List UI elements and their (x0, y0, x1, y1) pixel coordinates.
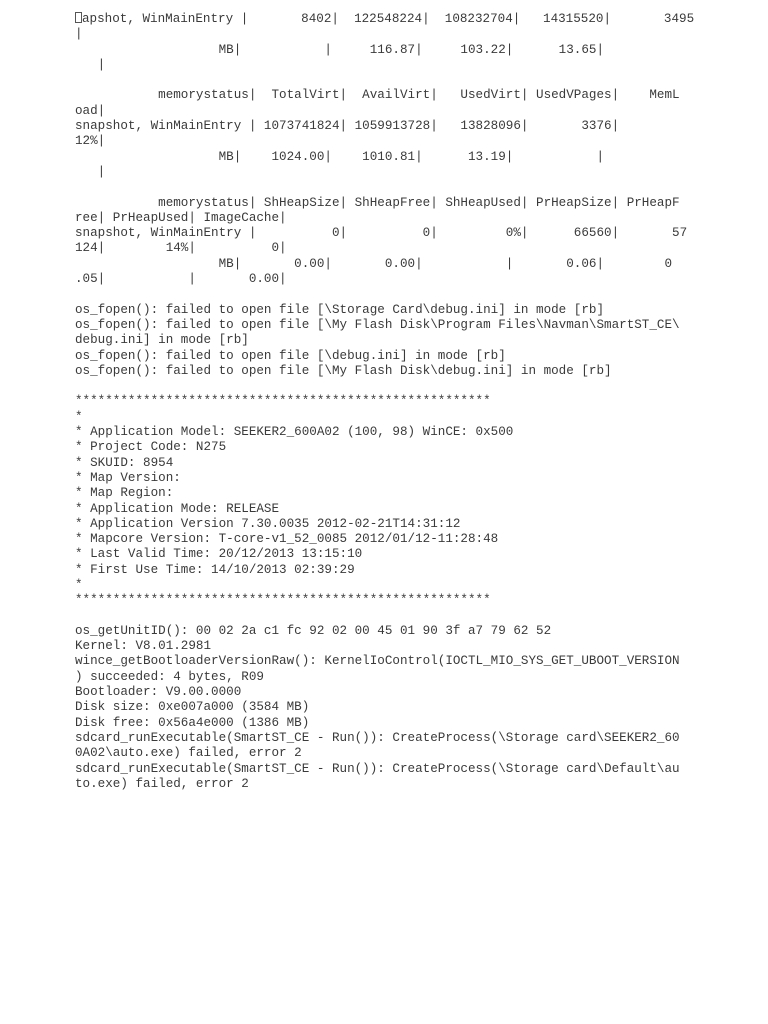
log-line-24: os_fopen(): failed to open file [\My Flash Disk\debug.ini] in mode [rb] (75, 363, 612, 378)
log-line-19 (75, 287, 715, 302)
log-line-21: os_fopen(): failed to open file [\My Flash Disk\Program Files\Navman\SmartST_CE\ (75, 317, 680, 332)
log-line-25 (75, 379, 715, 394)
log-document (75, 12, 715, 792)
log-line-35: * Mapcore Version: T-core-v1_52_0085 2012/01/12-11:28:48 (75, 532, 499, 547)
log-line-17: MB| 0.00| 0.00| | 0.06| 0 (75, 256, 673, 271)
log-line-46: Disk size: 0xe007a000 (3584 MB) (75, 700, 310, 715)
log-line-6: memorystatus| TotalVirt| AvailVirt| UsedVirt| UsedVPages| MemL (75, 88, 680, 103)
log-line-31: * Map Version: (75, 470, 181, 485)
log-line-3: MB| | 116.87| 103.22| 13.65| (75, 42, 605, 57)
log-line-18: .05| | 0.00| (75, 272, 287, 287)
log-line-10: MB| 1024.00| 1010.81| 13.19| | (75, 149, 605, 164)
log-line-29: * Project Code: N275 (75, 440, 227, 455)
log-line-41: os_getUnitID(): 00 02 2a c1 fc 92 02 00 45 01 90 3f a7 79 62 52 (75, 623, 552, 638)
log-line-30: * SKUID: 8954 (75, 455, 174, 470)
log-line-40 (75, 609, 715, 624)
log-line-51: to.exe) failed, error 2 (75, 776, 249, 791)
log-line-16: 124| 14%| 0| (75, 241, 287, 256)
log-line-9: 12%| (75, 134, 106, 149)
log-line-8: snapshot, WinMainEntry | 1073741824| 1059913728| 13828096| 3376| (75, 119, 620, 134)
log-line-36: * Last Valid Time: 20/12/2013 13:15:10 (75, 547, 363, 562)
log-line-11: | (75, 164, 106, 179)
log-line-47: Disk free: 0x56a4e000 (1386 MB) (75, 715, 310, 730)
log-line-1 (75, 12, 715, 27)
log-line-26: ******************************************************* (75, 394, 491, 409)
log-line-27: * (75, 409, 83, 424)
log-line-14: ree| PrHeapUsed| ImageCache| (75, 210, 287, 225)
log-line-42: Kernel: V8.01.2981 (75, 639, 212, 654)
log-line-5 (75, 73, 715, 88)
log-line-20: os_fopen(): failed to open file [\Storage Card\debug.ini] in mode [rb] (75, 302, 605, 317)
log-line-49: 0A02\auto.exe) failed, error 2 (75, 746, 302, 761)
log-line-44: ) succeeded: 4 bytes, R09 (75, 669, 264, 684)
log-line-37: * First Use Time: 14/10/2013 02:39:29 (75, 562, 355, 577)
log-line-34: * Application Version 7.30.0035 2012-02-21T14:31:12 (75, 516, 461, 531)
log-line-45: Bootloader: V9.00.0000 (75, 685, 242, 700)
log-line-38: * (75, 577, 83, 592)
log-line-22: debug.ini] in mode [rb] (75, 333, 249, 348)
log-line-1-text: apshot, WinMainEntry | 8402| 122548224| 108232704| 14315520| 3495 (82, 12, 695, 26)
log-line-13: memorystatus| ShHeapSize| ShHeapFree| ShHeapUsed| PrHeapSize| PrHeapF (75, 195, 680, 210)
log-line-15: snapshot, WinMainEntry | 0| 0| 0%| 66560| 57 (75, 226, 688, 241)
log-line-23: os_fopen(): failed to open file [\debug.ini] in mode [rb] (75, 348, 506, 363)
log-line-4: | (75, 57, 106, 72)
log-line-2: | (75, 27, 83, 42)
log-line-32: * Map Region: (75, 486, 174, 501)
log-line-7: oad| (75, 103, 106, 118)
missing-glyph-icon (75, 12, 82, 23)
log-line-12 (75, 180, 715, 195)
log-line-28: * Application Model: SEEKER2_600A02 (100, 98) WinCE: 0x500 (75, 425, 514, 440)
log-line-39: ******************************************************* (75, 593, 491, 608)
log-line-50: sdcard_runExecutable(SmartST_CE - Run()): CreateProcess(\Storage card\Default\au (75, 761, 680, 776)
log-line-48: sdcard_runExecutable(SmartST_CE - Run()): CreateProcess(\Storage card\SEEKER2_60 (75, 730, 680, 745)
log-line-43: wince_getBootloaderVersionRaw(): KernelIoControl(IOCTL_MIO_SYS_GET_UBOOT_VERSION (75, 654, 680, 669)
log-line-33: * Application Mode: RELEASE (75, 501, 280, 516)
